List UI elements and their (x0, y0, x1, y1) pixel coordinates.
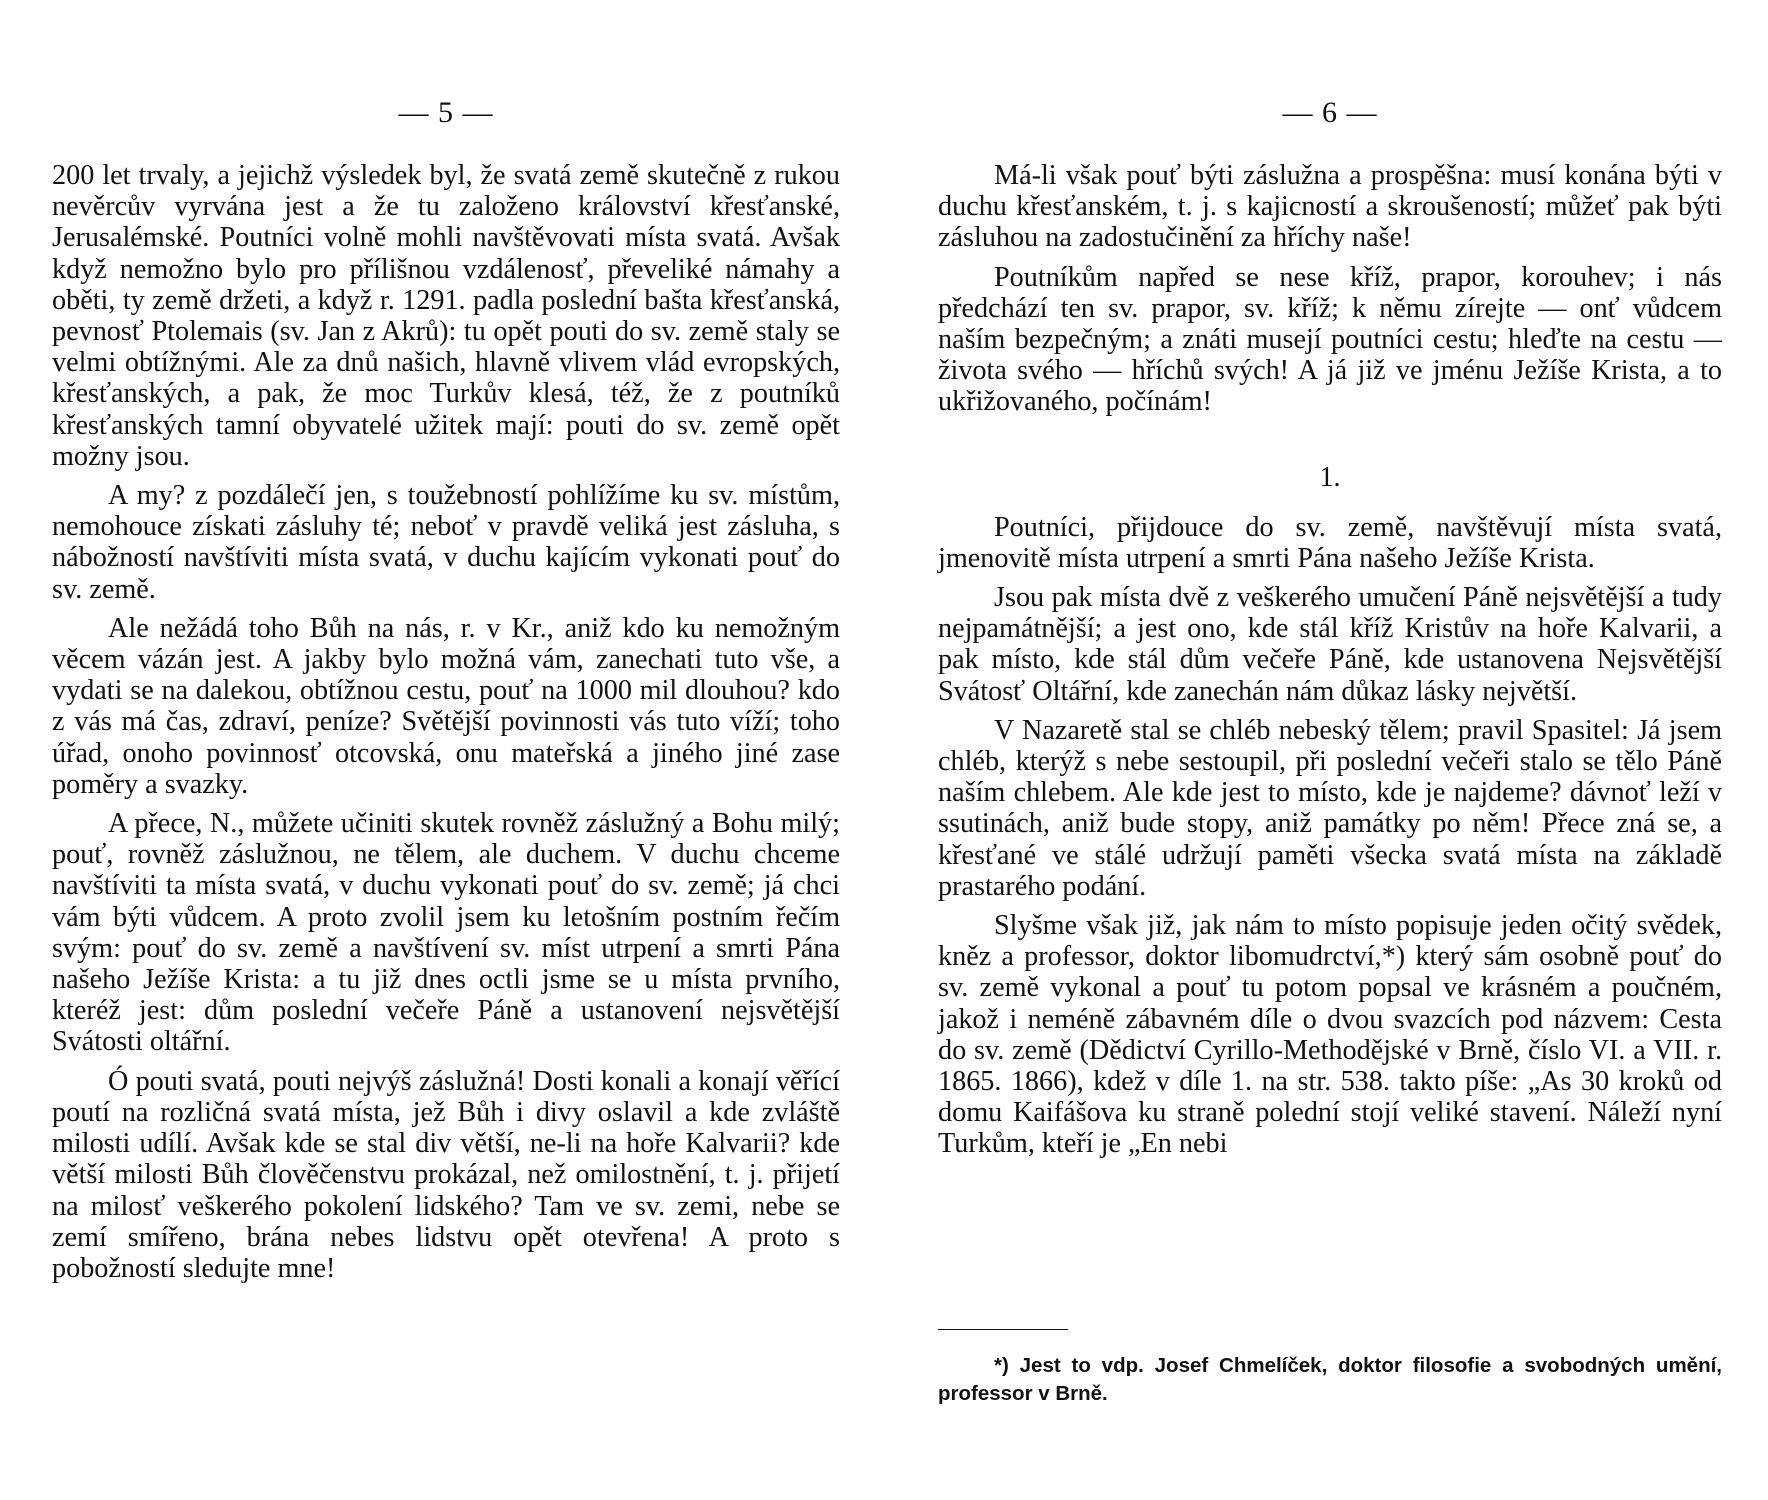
paragraph: A přece, N., můžete učiniti skutek rovněž záslužný a Bohu milý; pouť, rovněž záslužnou, ne tělem, ale duchem. V duchu chceme navštíviti ta místa svatá, v duchu vykonati pouť do sv. země; já chci vám býti vůdcem. A proto zvolil jsem ku letošním postním řečím svým: pouť do sv. země a navštívení sv. míst utrpení a smrti Pána našeho Ježíše Krista: a tu již dnes octli jsme se u místa prvního, kteréž jest: dům poslední večeře Páně a ustanovení nejsvětější Svátosti oltářní. (52, 808, 840, 1058)
paragraph: Jsou pak místa dvě z veškerého umučení Páně nejsvětější a tudy nejpamátnější; a jest ono, kde stál kříž Kristův na hoře Kalvarii, a pak místo, kde stál dům večeře Páně, kde ustanovena Nejsvětější Svátosť Oltářní, kde zanechán nám důkaz lásky největší. (938, 582, 1722, 707)
footnote-divider (938, 1329, 1068, 1330)
left-page-text (52, 160, 840, 1292)
page-number-right: — 6 — (1282, 96, 1378, 129)
paragraph: Má-li však pouť býti záslužna a prospěšna: musí konána býti v duchu křesťanském, t. j. s kajicností a skroušeností; můžeť pak býti zásluhou na zadostučinění za hříchy naše! (938, 160, 1722, 254)
paragraph: Ó pouti svatá, pouti nejvýš záslužná! Dosti konali a konají věřící poutí na rozličná svatá místa, jež Bůh i divy oslavil a kde zvláště milosti udílí. Avšak kde se stal div větší, ne-li na hoře Kalvarii? kde větší milosti Bůh člověčenstvu prokázal, než omilostnění, t. j. přijetí na milosť veškerého pokolení lidského? Tam ve sv. zemi, nebe se zemí smířeno, brána nebes lidstvu opět otevřena! A proto s pobožností sledujte mne! (52, 1065, 840, 1284)
paragraph: 200 let trvaly, a jejichž výsledek byl, že svatá země skutečně z rukou nevěrcův vyrvána jest a že tu založeno království křesťanské, Jerusalémské. Poutníci volně mohli navštěvovati místa svatá. Avšak když nemožno bylo pro přílišnou vzdálenosť, převeliké námahy a oběti, ty země držeti, a když r. 1291. padla poslední bašta křesťanská, pevnosť Ptolemais (sv. Jan z Akrů): tu opět pouti do sv. země staly se velmi obtížnými. Ale za dnů našich, hlavně vlivem vlád evropských, křesťanských, a pak, že moc Turkův klesá, též, že z poutníků křesťanských tamní obyvatelé užitek mají: pouti do sv. země opět možny jsou. (52, 160, 840, 472)
paragraph: V Nazaretě stal se chléb nebeský tělem; pravil Spasitel: Já jsem chléb, kterýž s nebe sestoupil, při poslední večeři stalo se tělo Páně naším chlebem. Ale kde jest to místo, kde je najdeme? dávnoť leží v ssutinách, aniž bude stopy, aniž památky po něm! Přece zná se, a křesťané ve stálé udržují paměti všecka svatá místa na základě prastarého podání. (938, 714, 1722, 902)
paragraph: Ale nežádá toho Bůh na nás, r. v Kr., aniž kdo ku nemožným věcem vázán jest. A jakby bylo možná vám, zanechati tuto vše, a vydati se na dalekou, obtížnou cestu, pouť na 1000 mil dlouhou? kdo z vás má čas, zdraví, peníze? Světější povinnosti vás tuto víží; toho úřad, onoho povinnosť otcovská, onu mateřská a jiného jiné zase poměry a svazky. (52, 612, 840, 800)
paragraph: Poutníci, přijdouce do sv. země, navštěvují místa svatá, jmenovitě místa utrpení a smrti Pána našeho Ježíše Krista. (938, 511, 1722, 574)
right-page-text (938, 160, 1722, 1168)
paragraph: Poutníkům napřed se nese kříž, prapor, korouhev; i nás předchází ten sv. prapor, sv. kříž; k němu zírejte — onť vůdcem naším bezpečným; a znáti musejí poutníci cestu; hleďte na cestu — života svého — hříchů svých! A já již ve jménu Ježíše Krista, a to ukřižovaného, počínám! (938, 261, 1722, 418)
footnote: *) Jest to vdp. Josef Chmelíček, doktor filosofie a svobodných umění, professor v Brně. (938, 1354, 1722, 1405)
section-number: 1. (1319, 461, 1341, 493)
paragraph: A my? z pozdálečí jen, s toužebností pohlížíme ku sv. místům, nemohouce získati zásluhy té; neboť v pravdě veliká jest zásluha, s nábožností navštíviti místa svatá, v duchu kajícím vykonati pouť do sv. země. (52, 480, 840, 605)
paragraph: Slyšme však již, jak nám to místo popisuje jeden očitý svědek, kněz a professor, doktor libomudrctví,*) který sám osobně pouť do sv. země vykonal a pouť tu potom popsal ve krásném a poučném, jakož i neméně zábavném díle o dvou svazcích pod názvem: Cesta do sv. země (Dědictví Cyrillo-Methodějské v Brně, číslo VI. a VII. r. 1865. 1866), kdež v díle 1. na str. 538. takto píše: „As 30 kroků od domu Kaifášova ku straně polední stojí veliké stavení. Náleží nyní Turkům, kteří je „En nebi (938, 910, 1722, 1160)
page-number-left: — 5 — (398, 96, 494, 129)
